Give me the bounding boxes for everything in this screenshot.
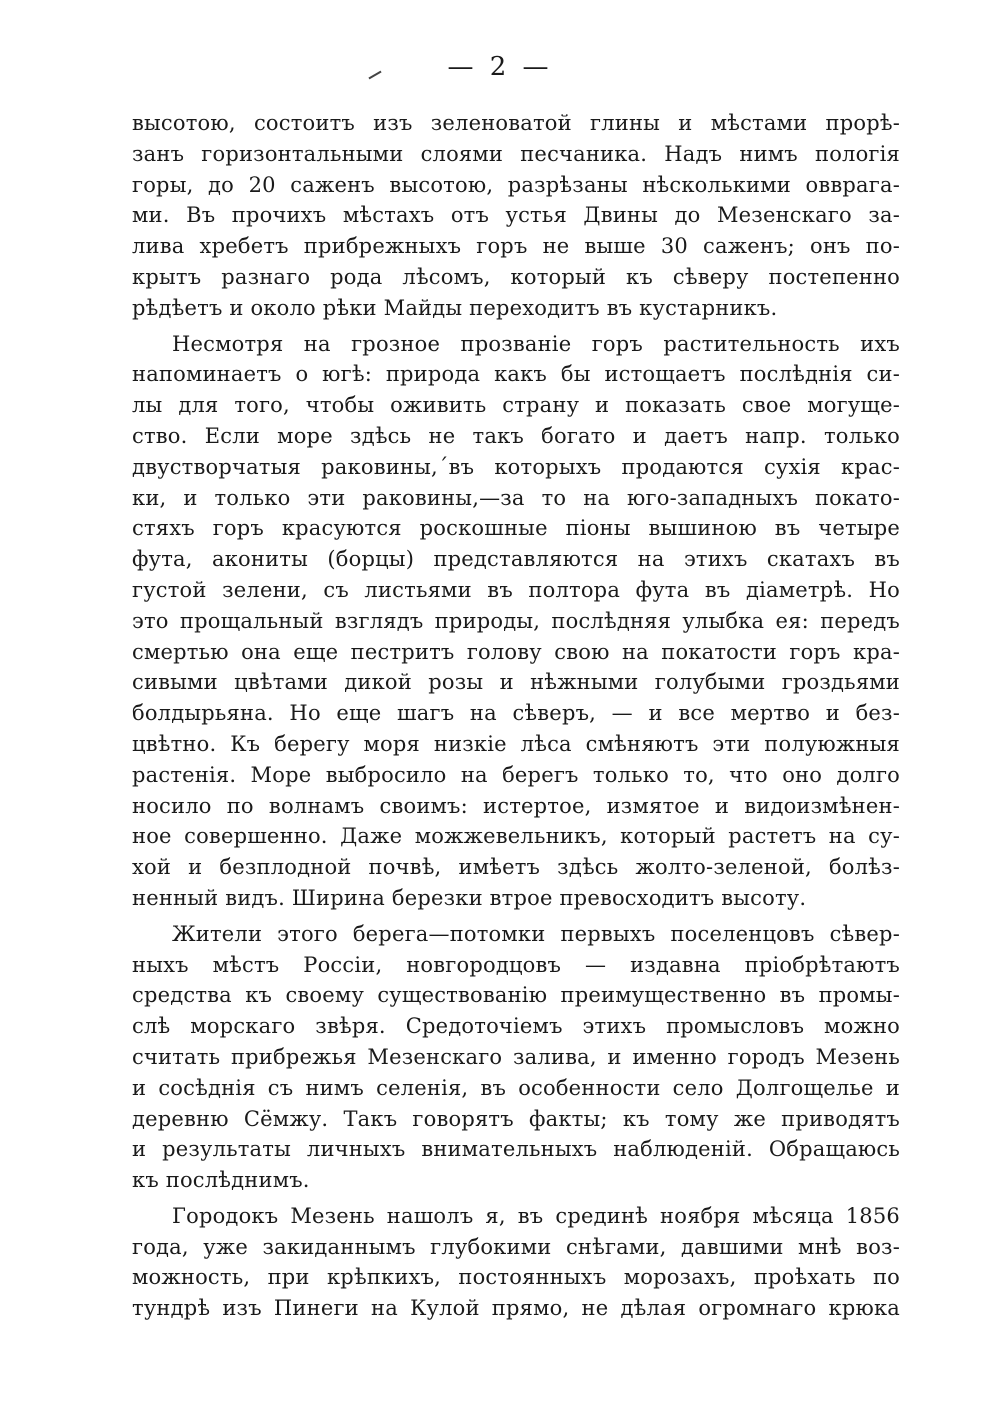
paragraph-2 <box>132 329 900 914</box>
text-line: сивыми цвѣтами дикой розы и нѣжными голубыми гроздьями <box>132 670 900 695</box>
text-line: густой зелени, съ листьями въ полтора фута въ діаметрѣ. Но <box>132 577 900 602</box>
text-line: растенія. Море выбросило на берегъ только то, что оно долго <box>132 762 900 787</box>
text-line: высотою, состоитъ изъ зеленоватой глины и мѣстами прорѣ- <box>132 111 900 135</box>
text-line: рѣдѣетъ и около рѣки Майды переходитъ въ кустарникъ. <box>132 295 778 320</box>
text-line: смертью она еще пестритъ голову свою на покатости горъ кра- <box>132 639 900 664</box>
page-number: — 2 — <box>447 52 553 82</box>
text-line: двустворчатыя раковины,´въ которыхъ продаются сухія крас- <box>132 454 900 479</box>
text-line: средства къ своему существованію преимущественно въ промы- <box>132 983 900 1008</box>
paragraph-4 <box>132 1201 900 1324</box>
text-line: это прощальный взглядъ природы, послѣдняя улыбка ея: передъ <box>132 608 900 633</box>
text-line: ми. Въ прочихъ мѣстахъ отъ устья Двины до Мезенскаго за- <box>132 203 900 228</box>
text-line: ное совершенно. Даже можжевельникъ, который растетъ на су- <box>132 824 900 849</box>
text-line: цвѣтно. Къ берегу моря низкіе лѣса смѣняютъ эти полуюжныя <box>132 731 900 756</box>
text-line: и результаты личныхъ внимательныхъ наблюденій. Обращаюсь <box>132 1137 900 1162</box>
text-line: можность, при крѣпкихъ, постоянныхъ морозахъ, проѣхать по <box>132 1265 900 1290</box>
text-line: крытъ разнаго рода лѣсомъ, который къ сѣверу постепенно <box>132 264 900 289</box>
text-line: носило по волнамъ своимъ: истертое, измятое и видоизмѣнен- <box>132 793 900 818</box>
text-line: стяхъ горъ красуются роскошные піоны вышиною въ четыре <box>132 516 900 541</box>
text-line: болдырьяна. Но еще шагъ на сѣверъ, — и все мертво и без- <box>132 701 900 726</box>
text-line: горы, до 20 саженъ высотою, разрѣзаны нѣсколькими овврага- <box>132 172 900 197</box>
paragraph-3 <box>132 919 900 1196</box>
body-text <box>132 108 900 1324</box>
text-line: ныхъ мѣстъ Россіи, новгородцовъ — издавна пріобрѣтаютъ <box>132 952 900 977</box>
text-line: фута, акониты (борцы) представляются на этихъ скатахъ въ <box>132 547 900 572</box>
text-line: деревню Сёмжу. Такъ говорятъ факты; къ тому же приводятъ <box>132 1106 900 1131</box>
text-line: года, уже закиданнымъ глубокими снѣгами, давшими мнѣ воз- <box>132 1234 900 1259</box>
text-line: къ послѣднимъ. <box>132 1168 310 1193</box>
text-line: Жители этого берега—потомки первыхъ поселенцовъ сѣвер- <box>172 921 900 946</box>
text-line: ки, и только эти раковины,—за то на юго-западныхъ покато- <box>132 485 900 510</box>
text-line: тундрѣ изъ Пинеги на Кулой прямо, не дѣлая огромнаго крюка <box>132 1296 900 1321</box>
text-line: и сосѣднія съ нимъ селенія, въ особенности село Долгощелье и <box>132 1075 900 1100</box>
text-line: ство. Если море здѣсь не такъ богато и даетъ напр. только <box>132 423 900 448</box>
paragraph-1 <box>132 108 900 324</box>
text-line: слѣ морскаго звѣря. Средоточіемъ этихъ промысловъ можно <box>132 1014 900 1039</box>
text-line: занъ горизонтальными слоями песчаника. Надъ нимъ пологія <box>132 141 900 166</box>
text-line: лива хребетъ прибрежныхъ горъ не выше 30 саженъ; онъ по- <box>132 234 900 259</box>
text-line: лы для того, чтобы оживить страну и показать свое могуще- <box>132 393 900 418</box>
text-line: считать прибрежья Мезенскаго залива, и именно городъ Мезень <box>132 1044 900 1069</box>
text-line: ненный видъ. Ширина березки втрое превосходитъ высоту. <box>132 885 807 910</box>
text-line: хой и безплодной почвѣ, имѣетъ здѣсь жолто-зеленой, болѣз- <box>132 855 900 880</box>
text-line: Городокъ Мезень нашолъ я, въ срединѣ ноября мѣсяца 1856 <box>172 1203 900 1228</box>
text-line: Несмотря на грозное прозваніе горъ растительность ихъ <box>172 331 900 356</box>
text-line: напоминаетъ о югѣ: природа какъ бы истощаетъ послѣднія си- <box>132 362 900 387</box>
